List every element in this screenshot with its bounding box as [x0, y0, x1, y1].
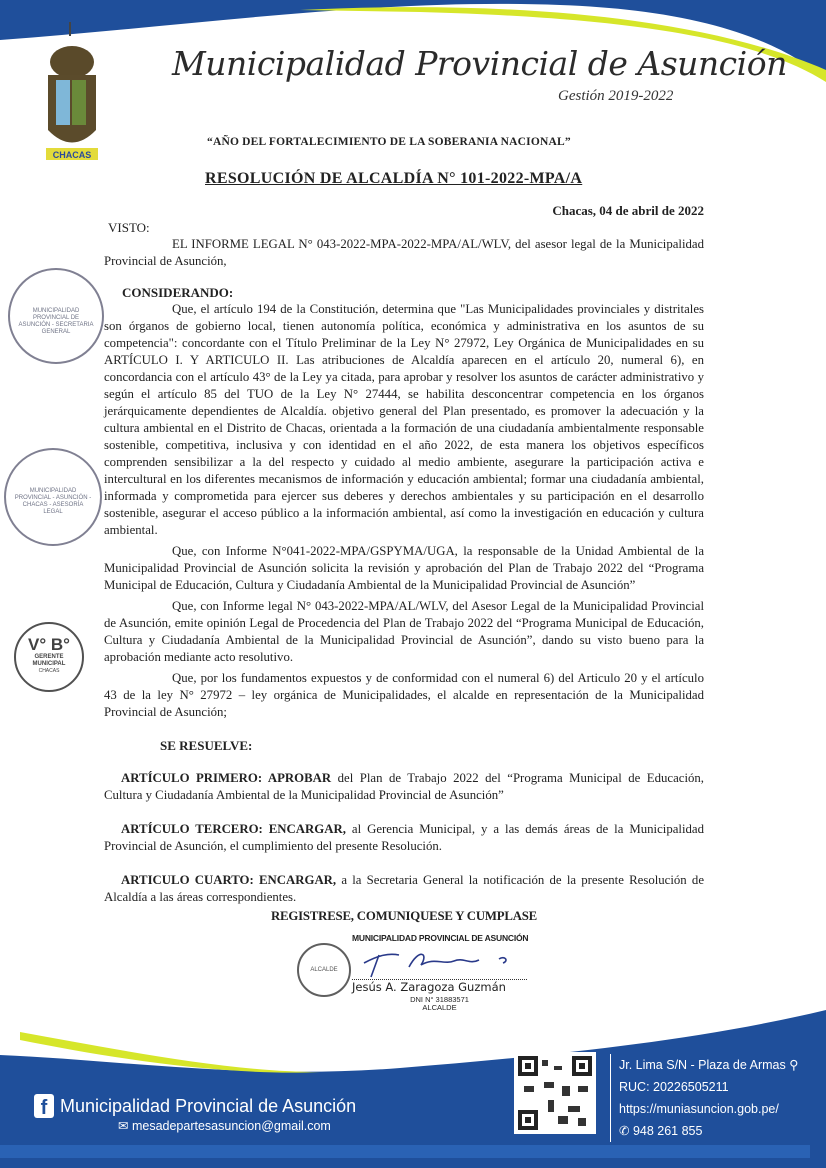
qr-code	[514, 1052, 596, 1134]
year-motto: “AÑO DEL FORTALECIMIENTO DE LA SOBERANIA NACIONAL”	[207, 136, 571, 148]
article-text: a la Secretaria General la notificación de la presente Resolución de Alcaldía a las áreas correspondientes.	[104, 873, 704, 904]
considerando-paragraph-1: Que, el artículo 194 de la Constitución, determina que "Las Municipalidades provinciales y distritales son órganos de gobierno local, tienen autonomía política, económica y administrativa en los asuntos de su competencia": concordante con el Título Preliminar de la Ley N° 27972, Ley Orgánica de Municipalidades en su ARTÍCULO I. Y ARTICULO II. Las atribuciones de Alcaldía aparecen en el artículo 20, numeral 6), en concordancia con el artículo 43° de la Ley ya citada, para aprobar y resolver los asuntos de carácter administrativo y según el artículo 85 del TUO de la Ley N° 27444, se habilita desconcentrar competencia en los órganos jerárquicamente dependientes de Alcaldía. objetivo general del Plan presentado, es promover la adecuación y la cultura ambiental en el Distrito de Chacas, orientada a la formación de una ciudadanía ambientalmente responsable sostenible, competitiva, inclusiva y con identidad en el año 2022, de esta manera los objetivos específicos comprenden sensibilizar a la del respecto y cuidado al medio ambiente, asegurare la participación activa e intercultural en los diferentes mecanismos de información y educación ambiental; formar una ciudadanía ambiental, informada y comprometida para ejercer sus deberes y derechos ambientales y su participación en el desarrollo sostenible, asegurar el acceso público a la información ambiental, así como la investigación en educación y cultura ambiental.	[104, 302, 704, 537]
address-text: Jr. Lima S/N - Plaza de Armas	[619, 1058, 786, 1072]
signer-dni-role	[352, 996, 527, 1012]
considerando-paragraph-2: Que, con Informe N°041-2022-MPA/GSPYMA/UGA, la responsable de la Unidad Ambiental de la Municipalidad Provincial de Asunción solicita la revisión y aprobación del Plan de Trabajo 2022 del “Programa Municipal de Educación, Cultura y Ciudadanía Ambiental de la Municipalidad Provincial de Asunción”	[104, 544, 704, 592]
visto-heading: VISTO:	[108, 220, 150, 235]
qr-code-pattern	[518, 1056, 592, 1130]
considerando-heading: CONSIDERANDO:	[122, 285, 234, 300]
phone-number: 948 261 855	[632, 1124, 703, 1138]
facebook-link[interactable]	[34, 1094, 356, 1118]
signer-name: Jesús A. Zaragoza Guzmán	[352, 979, 527, 994]
se-resuelve-heading: SE RESUELVE:	[160, 738, 253, 753]
stamp-text: MUNICIPALIDAD PROVINCIAL DE ASUNCIÓN - SECRETARIA GENERAL	[18, 308, 94, 335]
signer-role: ALCALDE	[422, 1003, 457, 1012]
secretaria-general-stamp	[8, 268, 104, 364]
facebook-page-name: Municipalidad Provincial de Asunción	[60, 1095, 357, 1116]
stamp-text: MUNICIPALIDAD PROVINCIAL - ASUNCIÓN - CHACAS - ASESORÍA LEGAL	[14, 488, 92, 515]
facebook-icon: f	[34, 1094, 54, 1118]
closing-formula: REGISTRESE, COMUNIQUESE Y CUMPLASE	[270, 909, 537, 923]
email-link[interactable]	[118, 1118, 331, 1133]
envelope-icon: ✉	[118, 1119, 132, 1133]
stamp-text: ALCALDE	[310, 967, 338, 973]
stamp-text: CHACAS	[38, 668, 60, 674]
resolution-body	[104, 203, 704, 1015]
article-label: ARTÍCULO TERCERO: ENCARGAR,	[121, 822, 346, 836]
considerando-paragraph-3: Que, con Informe legal N° 043-2022-MPA/AL/WLV, del Asesor Legal de la Municipalidad Provincial de Asunción, emite opinión Legal de Procedencia del Plan de Trabajo 2022 del “Programa Municipal de Educación, Cultura y Ciudadanía Ambiental de la Municipalidad Provincial de Asunción”, dando su visto bueno para la aprobación mediante acto resolutivo.	[104, 599, 704, 664]
crest-label: CHACAS	[52, 150, 92, 160]
alcalde-stamp	[297, 943, 351, 997]
location-pin-icon: ⚲	[785, 1058, 799, 1072]
phone-icon: ✆	[619, 1124, 633, 1138]
article-label: ARTICULO CUARTO: ENCARGAR,	[121, 873, 337, 887]
institution-name: Municipalidad Provincial de Asunción	[172, 44, 787, 83]
visto-bueno-text: V° B°	[28, 635, 70, 654]
document-date: Chacas, 04 de abril de 2022	[552, 203, 704, 218]
ruc-number: RUC: 20226505211	[619, 1080, 729, 1094]
gerente-municipal-stamp	[14, 622, 84, 692]
handwritten-signature	[359, 943, 529, 979]
website-link[interactable]: https://muniasuncion.gob.pe/	[619, 1102, 779, 1116]
article-text: del Plan de Trabajo 2022 del “Programa Municipal de Educación, Cultura y Ciudadanía Ambiental de la Municipalidad Provincial de Asunción”	[104, 771, 704, 802]
signature-block	[297, 933, 537, 1015]
considerando-paragraph-4: Que, por los fundamentos expuestos y de conformidad con el numeral 6) del Articulo 20 y el artículo 43 de la ley N° 27972 – ley orgánica de Municipalidades, el alcalde en representación de la Municipalidad Provincial de Asunción;	[104, 671, 704, 719]
contact-info	[610, 1054, 798, 1142]
asesoria-legal-stamp	[4, 448, 102, 546]
stamp-text: GERENTE MUNICIPAL	[32, 654, 66, 667]
article-text: al Gerencia Municipal, y a las demás áreas de la Municipalidad Provincial de Asunción, el cumplimiento del presente Resolución.	[104, 822, 704, 853]
article-tercero	[104, 821, 704, 855]
resolution-title: RESOLUCIÓN DE ALCALDÍA N° 101-2022-MPA/A	[205, 170, 583, 187]
municipal-crest-logo	[44, 20, 100, 170]
address	[619, 1054, 798, 1076]
administration-period: Gestión 2019-2022	[558, 88, 674, 104]
visto-text: EL INFORME LEGAL N° 043-2022-MPA-2022-MPA/AL/WLV, del asesor legal de la Municipalidad Provincial de Asunción,	[104, 237, 704, 268]
phone	[619, 1120, 798, 1142]
article-cuarto	[104, 872, 704, 906]
signature-institution: MUNICIPALIDAD PROVINCIAL DE ASUNCIÓN	[352, 933, 529, 943]
signer-dni: DNI N° 31883571	[410, 995, 469, 1004]
email-address: mesadepartesasuncion@gmail.com	[131, 1119, 331, 1133]
article-label: ARTÍCULO PRIMERO: APROBAR	[121, 771, 332, 785]
article-primero	[104, 770, 704, 804]
